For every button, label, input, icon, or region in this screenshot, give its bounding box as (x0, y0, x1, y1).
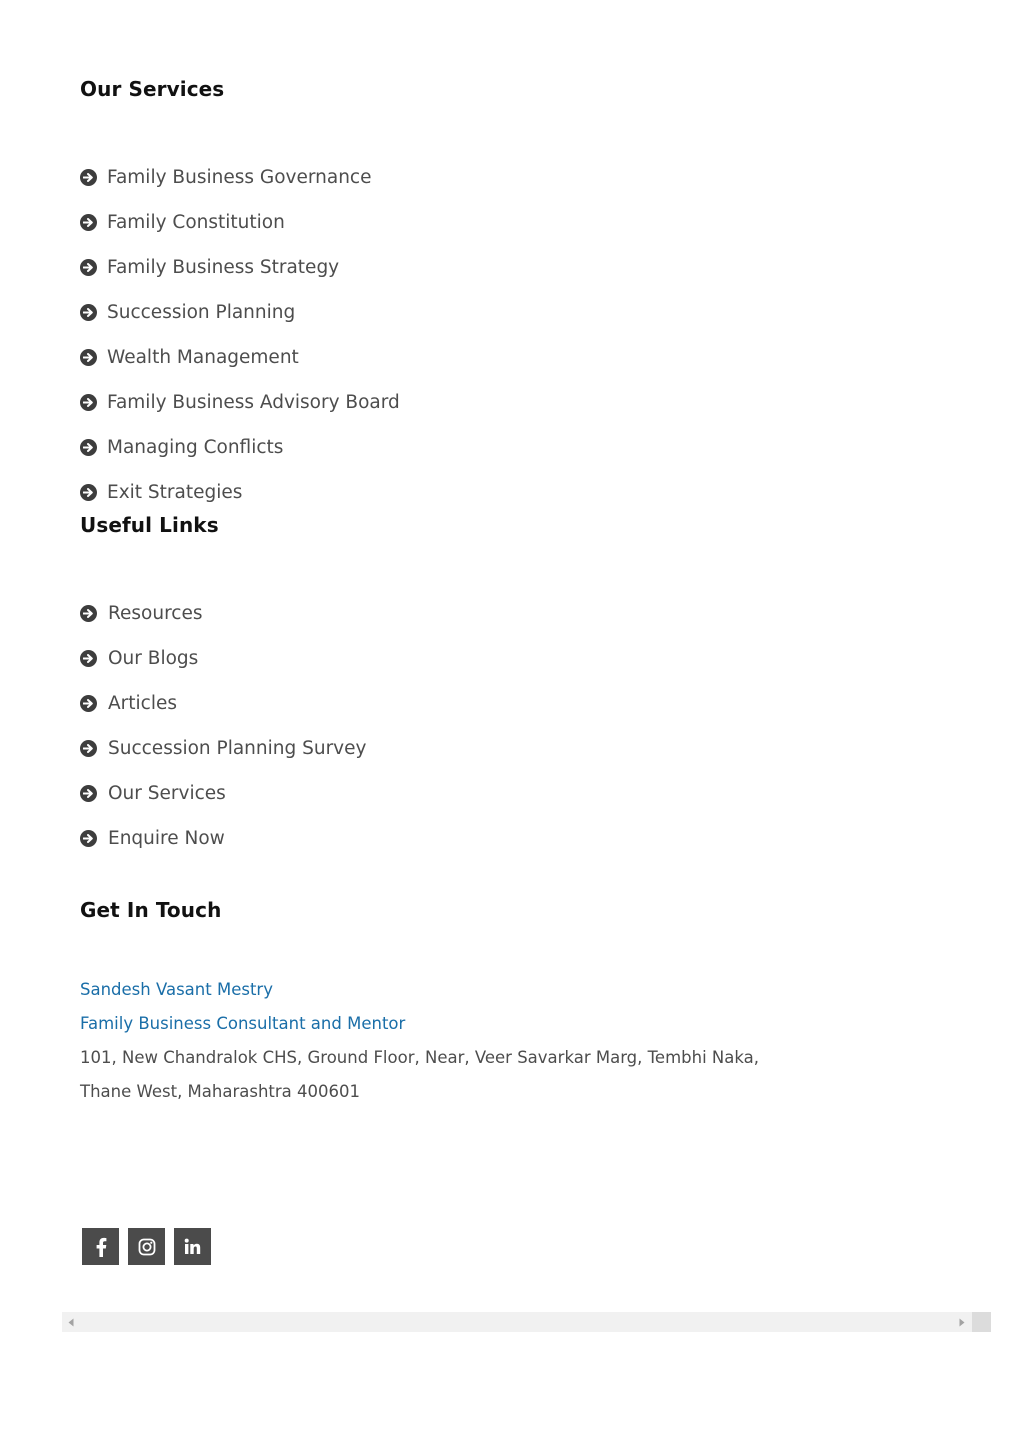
scroll-right-button[interactable] (953, 1312, 971, 1332)
list-item[interactable]: Family Business Advisory Board (80, 380, 400, 425)
facebook-icon (95, 1237, 107, 1257)
useful-links-list (80, 591, 366, 861)
arrow-circle-right-icon (80, 785, 97, 802)
list-item[interactable]: Family Constitution (80, 200, 400, 245)
arrow-circle-right-icon (80, 650, 97, 667)
instagram-button[interactable] (128, 1228, 165, 1265)
arrow-circle-right-icon (80, 439, 97, 456)
list-item[interactable]: Our Services (80, 771, 366, 816)
arrow-circle-right-icon (80, 259, 97, 276)
contact-heading: Get In Touch (80, 898, 222, 922)
linkedin-icon (184, 1238, 201, 1255)
list-item[interactable]: Succession Planning Survey (80, 726, 366, 771)
scroll-left-button[interactable] (62, 1312, 80, 1332)
list-item[interactable]: Family Business Governance (80, 155, 400, 200)
contact-role[interactable]: Family Business Consultant and Mentor (80, 1014, 406, 1033)
arrow-circle-right-icon (80, 695, 97, 712)
list-item[interactable]: Resources (80, 591, 366, 636)
caret-right-icon (959, 1318, 965, 1327)
contact-address-line-1: 101, New Chandralok CHS, Ground Floor, Near, Veer Savarkar Marg, Tembhi Naka, (80, 1048, 759, 1067)
scrollbar-corner (972, 1312, 991, 1332)
arrow-circle-right-icon (80, 740, 97, 757)
list-item[interactable]: Enquire Now (80, 816, 366, 861)
arrow-circle-right-icon (80, 830, 97, 847)
linkedin-button[interactable] (174, 1228, 211, 1265)
facebook-button[interactable] (82, 1228, 119, 1265)
arrow-circle-right-icon (80, 169, 97, 186)
list-item[interactable]: Wealth Management (80, 335, 400, 380)
arrow-circle-right-icon (80, 349, 97, 366)
useful-links-heading: Useful Links (80, 513, 219, 537)
arrow-circle-right-icon (80, 304, 97, 321)
list-item[interactable]: Family Business Strategy (80, 245, 400, 290)
arrow-circle-right-icon (80, 394, 97, 411)
instagram-icon (138, 1238, 156, 1256)
horizontal-scrollbar[interactable] (62, 1312, 991, 1332)
list-item[interactable]: Our Blogs (80, 636, 366, 681)
list-item[interactable]: Articles (80, 681, 366, 726)
contact-name[interactable]: Sandesh Vasant Mestry (80, 980, 273, 999)
arrow-circle-right-icon (80, 484, 97, 501)
arrow-circle-right-icon (80, 214, 97, 231)
arrow-circle-right-icon (80, 605, 97, 622)
services-heading: Our Services (80, 77, 225, 101)
services-list (80, 155, 400, 515)
list-item[interactable]: Exit Strategies (80, 470, 400, 515)
list-item[interactable]: Succession Planning (80, 290, 400, 335)
contact-address-line-2: Thane West, Maharashtra 400601 (80, 1082, 361, 1101)
caret-left-icon (68, 1318, 74, 1327)
list-item[interactable]: Managing Conflicts (80, 425, 400, 470)
